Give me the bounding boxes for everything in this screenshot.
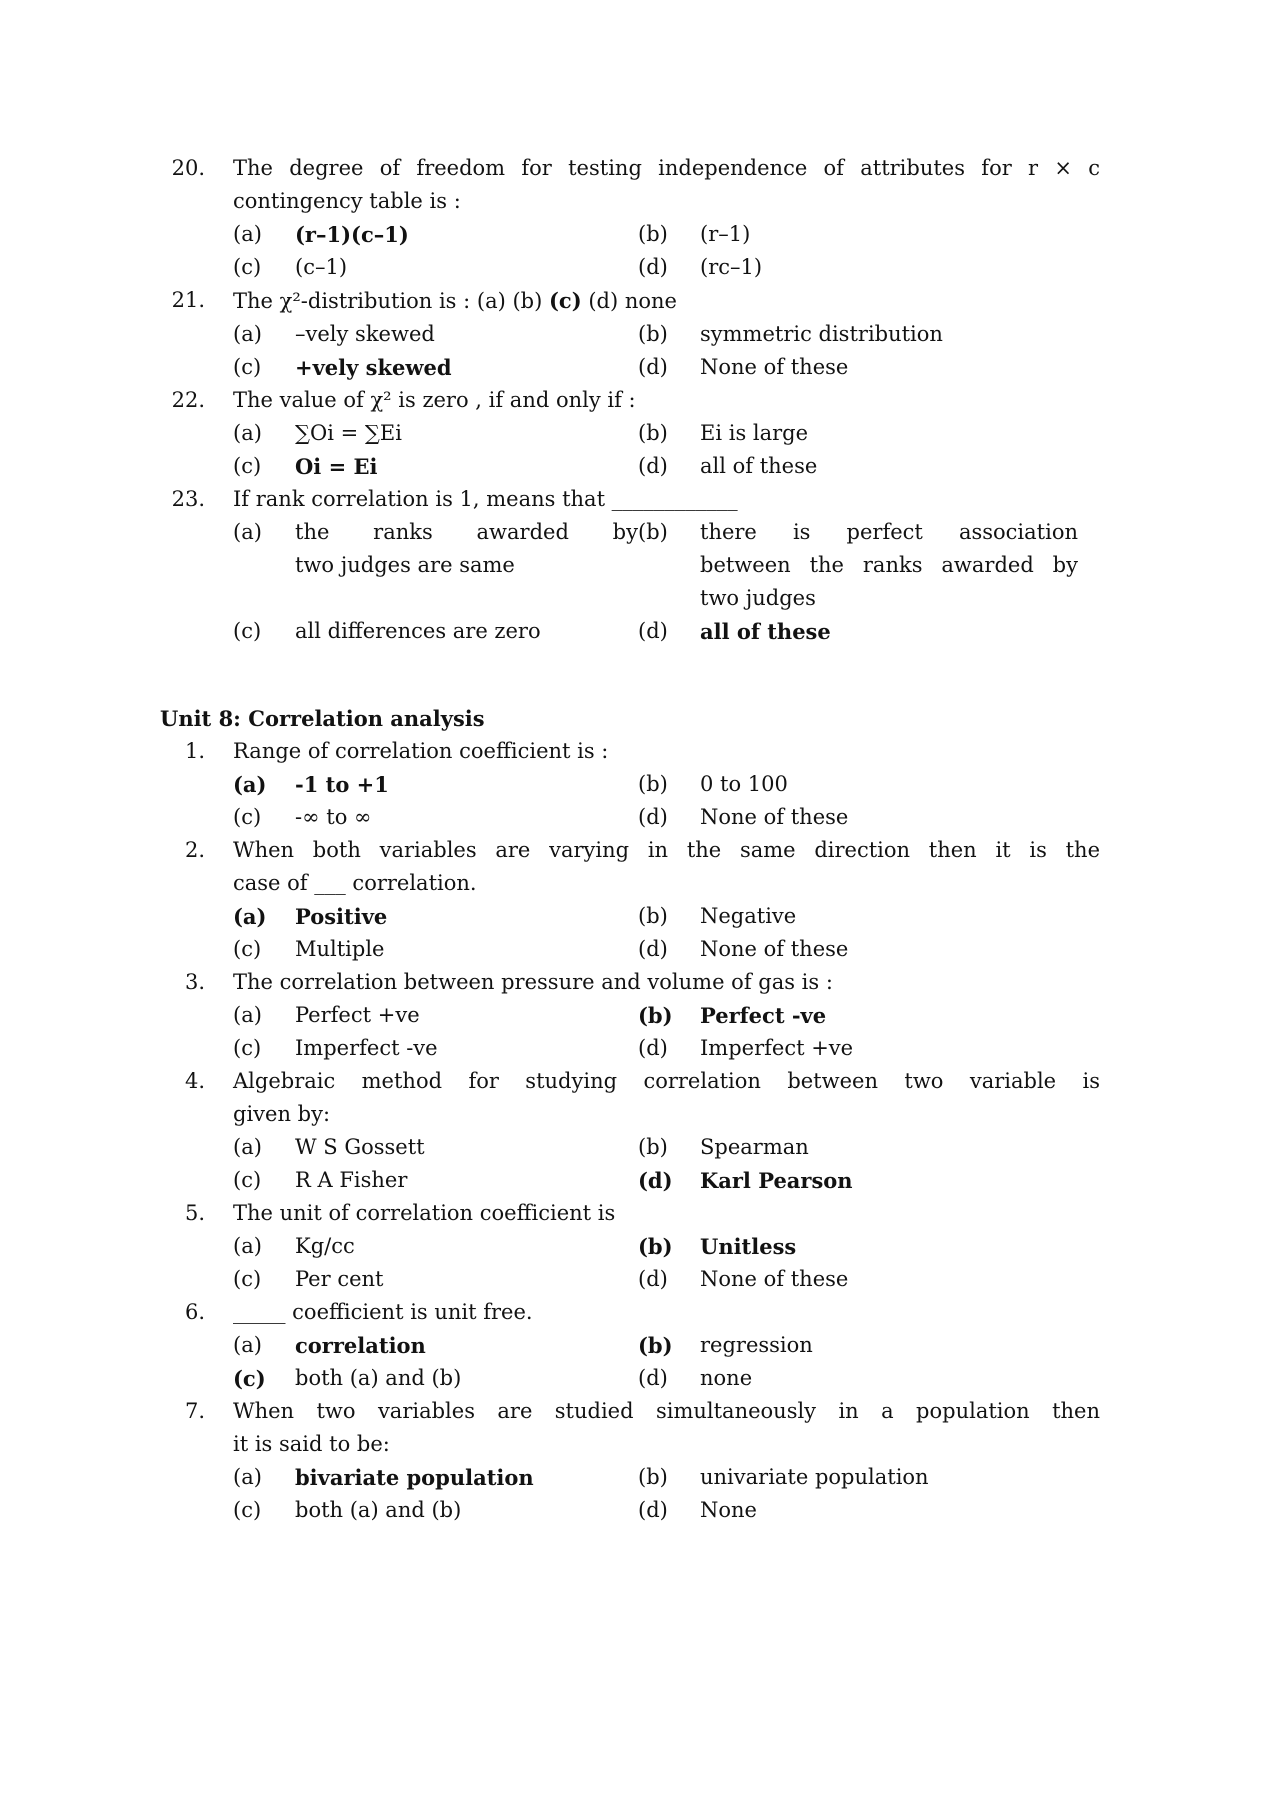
option-letter: (b) <box>638 222 668 246</box>
option-1c <box>233 801 638 834</box>
options-row <box>233 801 1100 834</box>
options-row <box>233 1230 1100 1263</box>
option-letter: (a) <box>233 1234 262 1258</box>
option-20c <box>233 251 638 284</box>
options-row <box>233 999 1100 1032</box>
option-letter: (b) <box>638 520 668 544</box>
options-row <box>233 450 1100 483</box>
options-row <box>233 1461 1100 1494</box>
question-u8-1 <box>160 735 1100 834</box>
question-text-line: The χ²-distribution is : (a) (b) (c) (d) none <box>233 288 677 313</box>
option-text: there is perfect association between the ranks awarded by two judges <box>700 520 1078 610</box>
option-23a <box>233 516 638 582</box>
option-text: all of these <box>700 454 818 478</box>
option-text: bivariate population <box>295 1465 534 1490</box>
option-4b <box>638 1131 1100 1164</box>
options-row <box>233 768 1100 801</box>
options-row <box>233 516 1100 615</box>
question-u8-5 <box>160 1197 1100 1296</box>
option-letter: (b) <box>638 904 668 928</box>
question-text-line: contingency table is : <box>233 189 461 213</box>
option-letter: (a) <box>233 1135 262 1159</box>
question-number: 1. <box>184 739 205 763</box>
option-letter: (a) <box>233 1003 262 1027</box>
option-letter: (d) <box>638 1267 668 1291</box>
options-row <box>233 900 1100 933</box>
option-3a <box>233 999 638 1032</box>
option-21c <box>233 351 638 384</box>
question-text-line: When two variables are studied simultaneously in a population then <box>233 1399 1100 1423</box>
question-u8-2 <box>160 834 1100 966</box>
option-7c <box>233 1494 638 1527</box>
option-2c <box>233 933 638 966</box>
option-letter: (d) <box>638 255 668 279</box>
option-letter: (d) <box>638 1168 673 1193</box>
options-row <box>233 218 1100 251</box>
option-text: -∞ to ∞ <box>295 805 372 829</box>
question-text-line: case of ___ correlation. <box>233 871 477 895</box>
options-row <box>233 1164 1100 1197</box>
option-3b <box>638 999 1100 1032</box>
option-text: (rc–1) <box>700 255 763 279</box>
option-text: None <box>700 1498 757 1522</box>
option-text: None of these <box>700 805 849 829</box>
option-text: R A Fisher <box>295 1168 408 1192</box>
option-letter: (d) <box>638 805 668 829</box>
options-row <box>233 251 1100 284</box>
option-text: (r–1)(c–1) <box>295 222 409 247</box>
question-text-line: If rank correlation is 1, means that ____________ <box>233 487 738 511</box>
question-number: 3. <box>184 970 205 994</box>
option-6a <box>233 1329 638 1362</box>
option-letter: (c) <box>233 1498 262 1522</box>
question-number: 22. <box>171 388 205 412</box>
option-23c <box>233 615 638 648</box>
option-letter: (d) <box>638 1498 668 1522</box>
option-letter: (b) <box>638 1003 673 1028</box>
option-text: Unitless <box>700 1234 797 1259</box>
option-text: none <box>700 1366 753 1390</box>
option-4d <box>638 1164 1100 1197</box>
option-5a <box>233 1230 638 1263</box>
question-text-line: The unit of correlation coefficient is <box>233 1201 616 1225</box>
option-letter: (c) <box>233 937 262 961</box>
option-letter: (b) <box>638 322 668 346</box>
option-letter: (c) <box>233 1366 266 1391</box>
option-text: Multiple <box>295 937 385 961</box>
option-letter: (c) <box>233 1036 262 1060</box>
option-text: the ranks awarded by two judges are same <box>295 520 638 577</box>
option-text: Perfect -ve <box>700 1003 827 1028</box>
options-row <box>233 615 1100 648</box>
question-number: 23. <box>171 487 205 511</box>
option-letter: (a) <box>233 772 267 797</box>
option-20a <box>233 218 638 251</box>
option-text: –vely skewed <box>295 322 435 346</box>
option-letter: (c) <box>233 454 262 478</box>
option-2a <box>233 900 638 933</box>
question-number: 20. <box>171 156 205 180</box>
option-letter: (d) <box>638 355 668 379</box>
option-21a <box>233 318 638 351</box>
options-row <box>233 1131 1100 1164</box>
option-3c <box>233 1032 638 1065</box>
option-text: (r–1) <box>700 222 751 246</box>
option-letter: (a) <box>233 904 267 929</box>
question-number: 2. <box>184 838 205 862</box>
options-row <box>233 933 1100 966</box>
options-row <box>233 1362 1100 1395</box>
option-text: both (a) and (b) <box>295 1366 462 1390</box>
option-text: all differences are zero <box>295 619 541 643</box>
option-6c <box>233 1362 638 1395</box>
option-5c <box>233 1263 638 1296</box>
option-text: correlation <box>295 1333 426 1358</box>
option-text: symmetric distribution <box>700 322 943 346</box>
question-text-line: given by: <box>233 1102 331 1126</box>
options-row <box>233 318 1100 351</box>
question-u8-3 <box>160 966 1100 1065</box>
question-text-line: The correlation between pressure and volume of gas is : <box>233 970 833 994</box>
question-text-line: The value of χ² is zero , if and only if : <box>233 388 636 412</box>
option-4c <box>233 1164 638 1197</box>
unit-heading: Unit 8: Correlation analysis <box>160 706 485 731</box>
option-letter: (b) <box>638 1465 668 1489</box>
option-text: Per cent <box>295 1267 384 1291</box>
option-text: Perfect +ve <box>295 1003 420 1027</box>
option-letter: (b) <box>638 1234 673 1259</box>
question-text-line: Algebraic method for studying correlation between two variable is <box>233 1069 1100 1093</box>
question-u8-4 <box>160 1065 1100 1197</box>
option-letter: (b) <box>638 772 668 796</box>
option-letter: (d) <box>638 1036 668 1060</box>
option-text: None of these <box>700 937 849 961</box>
option-22b <box>638 417 1100 450</box>
option-22c <box>233 450 638 483</box>
option-letter: (b) <box>638 421 668 445</box>
question-u8-6 <box>160 1296 1100 1395</box>
option-6b <box>638 1329 1100 1362</box>
question-21 <box>160 284 1100 384</box>
option-22a <box>233 417 638 450</box>
question-text-line: it is said to be: <box>233 1432 390 1456</box>
option-2b <box>638 900 1100 933</box>
question-22 <box>160 384 1100 483</box>
option-letter: (d) <box>638 619 668 643</box>
question-20 <box>160 152 1100 284</box>
option-text: ∑Oi = ∑Ei <box>295 421 402 445</box>
option-text: both (a) and (b) <box>295 1498 462 1522</box>
option-letter: (a) <box>233 421 262 445</box>
option-text: Positive <box>295 904 388 929</box>
option-text: Spearman <box>700 1135 809 1159</box>
options-row <box>233 1263 1100 1296</box>
option-text: Oi = Ei <box>295 454 378 479</box>
options-row <box>233 417 1100 450</box>
question-number: 7. <box>184 1399 205 1423</box>
option-5b <box>638 1230 1100 1263</box>
option-text: (c–1) <box>295 255 348 279</box>
option-letter: (d) <box>638 454 668 478</box>
option-text: regression <box>700 1333 813 1357</box>
question-text-line: Range of correlation coefficient is : <box>233 739 609 763</box>
question-text-line: The degree of freedom for testing independence of attributes for r × c <box>233 156 1100 180</box>
option-6d <box>638 1362 1100 1395</box>
option-text: -1 to +1 <box>295 772 389 797</box>
option-letter: (c) <box>233 1267 262 1291</box>
option-2d <box>638 933 1100 966</box>
option-letter: (a) <box>233 520 262 544</box>
option-23d <box>638 615 1100 648</box>
option-letter: (c) <box>233 255 262 279</box>
option-letter: (a) <box>233 322 262 346</box>
option-letter: (c) <box>233 1168 262 1192</box>
option-letter: (a) <box>233 1333 262 1357</box>
option-text: Kg/cc <box>295 1234 355 1258</box>
option-3d <box>638 1032 1100 1065</box>
option-text: 0 to 100 <box>700 772 788 796</box>
option-1b <box>638 768 1100 801</box>
option-text: None of these <box>700 355 849 379</box>
option-letter: (c) <box>233 355 262 379</box>
option-21b <box>638 318 1100 351</box>
options-row <box>233 1494 1100 1527</box>
option-text: +vely skewed <box>295 355 452 380</box>
option-letter: (c) <box>233 619 262 643</box>
option-letter: (c) <box>233 805 262 829</box>
option-20b <box>638 218 1100 251</box>
question-number: 4. <box>184 1069 205 1093</box>
question-text-line: When both variables are varying in the same direction then it is the <box>233 838 1100 862</box>
options-row <box>233 1329 1100 1362</box>
question-text-line: _____ coefficient is unit free. <box>233 1300 533 1324</box>
option-7b <box>638 1461 1100 1494</box>
option-letter: (a) <box>233 1465 262 1489</box>
option-letter: (d) <box>638 937 668 961</box>
option-5d <box>638 1263 1100 1296</box>
options-row <box>233 1032 1100 1065</box>
option-text: None of these <box>700 1267 849 1291</box>
question-number: 6. <box>184 1300 205 1324</box>
option-text: W S Gossett <box>295 1135 425 1159</box>
option-letter: (b) <box>638 1135 668 1159</box>
option-text: Karl Pearson <box>700 1168 853 1193</box>
option-letter: (d) <box>638 1366 668 1390</box>
option-1a <box>233 768 638 801</box>
option-text: Imperfect +ve <box>700 1036 854 1060</box>
options-row <box>233 351 1100 384</box>
question-number: 5. <box>184 1201 205 1225</box>
question-number: 21. <box>171 288 205 312</box>
option-text: univariate population <box>700 1465 929 1489</box>
option-text: Negative <box>700 904 797 928</box>
option-7d <box>638 1494 1100 1527</box>
option-1d <box>638 801 1100 834</box>
option-21d <box>638 351 1100 384</box>
option-4a <box>233 1131 638 1164</box>
option-22d <box>638 450 1100 483</box>
option-text: all of these <box>700 619 831 644</box>
question-23 <box>160 483 1100 648</box>
option-7a <box>233 1461 638 1494</box>
option-23b <box>638 516 1100 615</box>
question-u8-7 <box>160 1395 1100 1527</box>
option-text: Ei is large <box>700 421 809 445</box>
option-text: Imperfect -ve <box>295 1036 438 1060</box>
option-letter: (b) <box>638 1333 673 1358</box>
option-letter: (a) <box>233 222 262 246</box>
option-20d <box>638 251 1100 284</box>
